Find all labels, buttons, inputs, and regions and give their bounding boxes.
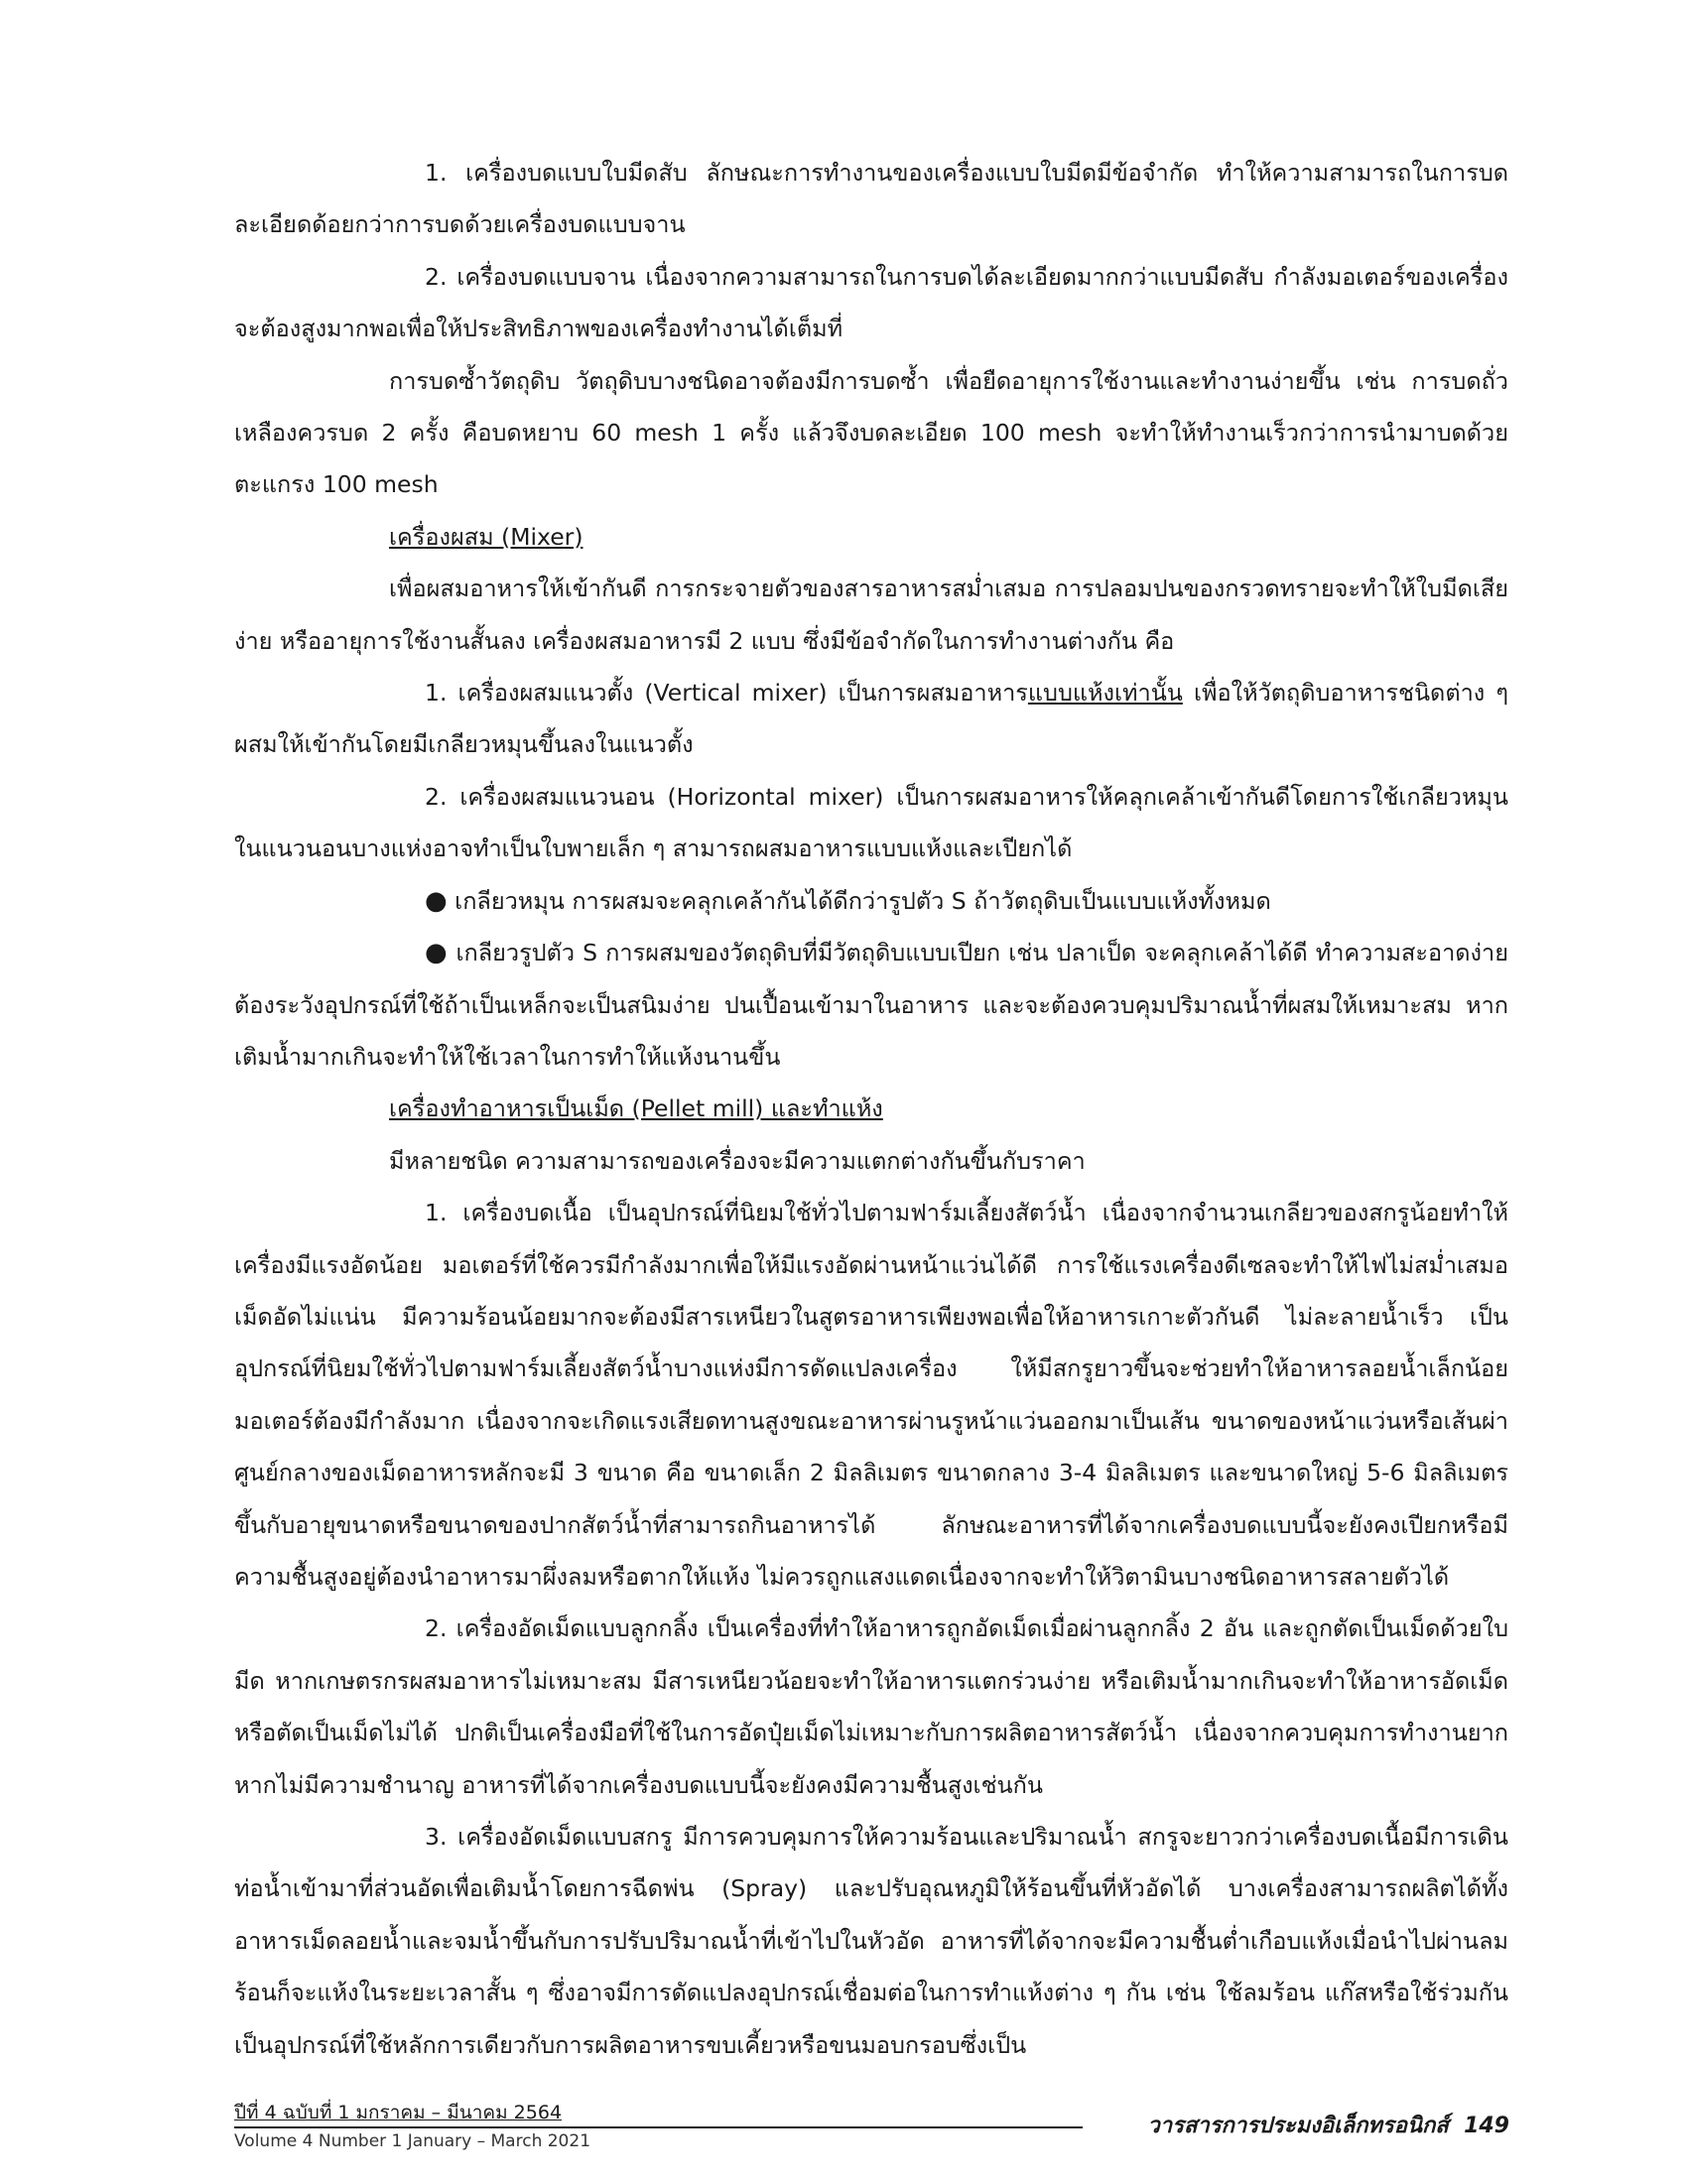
page-number: 149 [1464,2114,1509,2138]
bullet-s-shape [234,927,1508,1083]
paragraph-regrinding: การบดซ้ำวัตถุดิบ วัตถุดิบบางชนิดอาจต้องมีการบดซ้ำ เพื่อยืดอายุการใช้งานและทำงานง่ายขึ้น เช่น การบดถั่วเหลืองควรบด 2 ครั้ง คือบดหยาบ 60 mesh 1 ครั้ง แล้วจึงบดละเอียด 100 mesh จะทำให้ทำงานเร็วกว่าการนำมาบดด้วยตะแกรง 100 mesh [234,366,1508,499]
footer-volume-english: Volume 4 Number 1 January – March 2021 [234,2131,591,2151]
bullet-spiral [234,875,1508,927]
paragraph-blade-grinder: 1. เครื่องบดแบบใบมีดสับ ลักษณะการทำงานของเครื่องแบบใบมีดมีข้อจำกัด ทำให้ความสามารถในการบด ละเอียดด้อยกว่าการบดด้วยเครื่องบดแบบจาน [234,159,1508,239]
paragraph-roller-pellet: 2. เครื่องอัดเม็ดแบบลูกกลิ้ง เป็นเครื่องที่ทำให้อาหารถูกอัดเม็ดเมื่อผ่านลูกกลิ้ง 2 อัน และถูกตัดเป็นเม็ดด้วยใบมีด หากเกษตรกรผสมอาหารไม่เหมาะสม มีสารเหนียวน้อยจะทำให้อาหารแตกร่วนง่าย หรือเติมน้ำมากเกินจะทำให้อาหารอัดเม็ดหรือตัดเป็นเม็ดไม่ได้ ปกติเป็นเครื่องมือที่ใช้ในการอัดปุ๋ยเม็ดไม่เหมาะกับการผลิตอาหารสัตว์น้ำ เนื่องจากควบคุมการทำงานยากหากไม่มีความชำนาญ อาหารที่ได้จากเครื่องบดแบบนี้จะยังคงมีความชื้นสูงเช่นกัน [234,1614,1508,1799]
journal-title: วารสารการประมงอิเล็กทรอนิกส์ [1147,2114,1449,2138]
paragraph-meat-grinder: 1. เครื่องบดเนื้อ เป็นอุปกรณ์ที่นิยมใช้ทั่วไปตามฟาร์มเลี้ยงสัตว์น้ำ เนื่องจากจำนวนเกลียวของสกรูน้อยทำให้เครื่องมีแรงอัดน้อย มอเตอร์ที่ใช้ควรมีกำลังมากเพื่อให้มีแรงอัดผ่านหน้าแว่นได้ดี การใช้แรงเครื่องดีเซลจะทำให้ไฟไม่สม่ำเสมอเม็ดอัดไม่แน่น มีความร้อนน้อยมากจะต้องมีสารเหนียวในสูตรอาหารเพียงพอเพื่อให้อาหารเกาะตัวกันดี ไม่ละลายน้ำเร็ว เป็นอุปกรณ์ที่นิยมใช้ทั่วไปตามฟาร์มเลี้ยงสัตว์น้ำบางแห่งมีการดัดแปลงเครื่อง ให้มีสกรูยาวขึ้นจะช่วยทำให้อาหารลอยน้ำเล็กน้อยมอเตอร์ต้องมีกำลังมาก เนื่องจากจะเกิดแรงเสียดทานสูงขณะอาหารผ่านรูหน้าแว่นออกมาเป็นเส้น ขนาดของหน้าแว่นหรือเส้นผ่าศูนย์กลางของเม็ดอาหารหลักจะมี 3 ขนาด คือ ขนาดเล็ก 2 มิลลิเมตร ขนาดกลาง 3-4 มิลลิเมตร และขนาดใหญ่ 5-6 มิลลิเมตร ขึ้นกับอายุขนาดหรือขนาดของปากสัตว์น้ำที่สามารถกินอาหารได้ ลักษณะอาหารที่ได้จากเครื่องบดแบบนี้จะยังคงเปียกหรือมีความชื้นสูงอยู่ต้องนำอาหารมาผึ่งลมหรือตากให้แห้ง ไม่ควรถูกแสงแดดเนื่องจากจะทำให้วิตามินบางชนิดอาหารสลายตัวได้ [234,1199,1508,1591]
bullet-icon: ● [425,938,449,968]
heading-pellet-mill: เครื่องทำอาหารเป็นเม็ด (Pellet mill) และทำแห้ง [389,1094,883,1123]
footer-divider [234,2126,1083,2128]
paragraph-disc-grinder: 2. เครื่องบดแบบจาน เนื่องจากความสามารถในการบดได้ละเอียดมากกว่าแบบมีดสับ กำลังมอเตอร์ของเครื่องจะต้องสูงมากพอเพื่อให้ประสิทธิภาพของเครื่องทำงานได้เต็มที่ [234,262,1508,343]
paragraph-pellet-intro: มีหลายชนิด ความสามารถของเครื่องจะมีความแตกต่างกันขึ้นกับราคา [389,1146,1086,1175]
vertical-mixer-dry-only: แบบแห้งเท่านั้น [1027,679,1183,707]
vertical-mixer-text-a: 1. เครื่องผสมแนวตั้ง (Vertical mixer) เป็นการผสมอาหาร [425,679,1028,707]
paragraph-vertical-mixer [234,667,1508,771]
paragraph-mixer-intro: เพื่อผสมอาหารให้เข้ากันดี การกระจายตัวของสารอาหารสม่ำเสมอ การปลอมปนของกรวดทรายจะทำให้ใบมีดเสียง่าย หรืออายุการใช้งานสั้นลง เครื่องผสมอาหารมี 2 แบบ ซึ่งมีข้อจำกัดในการทำงานต่างกัน คือ [234,575,1508,655]
bullet-s-shape-text: เกลียวรูปตัว S การผสมของวัตถุดิบที่มีวัตถุดิบแบบเปียก เช่น ปลาเป็ด จะคลุกเคล้าได้ดี ทำความสะอาดง่าย ต้องระวังอุปกรณ์ที่ใช้ถ้าเป็นเหล็กจะเป็นสนิมง่าย ปนเปื้อนเข้ามาในอาหาร และจะต้องควบคุมปริมาณน้ำที่ผสมให้เหมาะสม หากเติมน้ำมากเกินจะทำให้ใช้เวลาในการทำให้แห้งนานขึ้น [234,939,1508,1071]
paragraph-screw-pellet: 3. เครื่องอัดเม็ดแบบสกรู มีการควบคุมการให้ความร้อนและปริมาณน้ำ สกรูจะยาวกว่าเครื่องบดเนื้อมีการเดินท่อน้ำเข้ามาที่ส่วนอัดเพื่อเติมน้ำโดยการฉีดพ่น (Spray) และปรับอุณหภูมิให้ร้อนขึ้นที่หัวอัดได้ บางเครื่องสามารถผลิตได้ทั้งอาหารเม็ดลอยน้ำและจมน้ำขึ้นกับการปรับปริมาณน้ำที่เข้าไปในหัวอัด อาหารที่ได้จากจะมีความชื้นต่ำเกือบแห้งเมื่อนำไปผ่านลมร้อนก็จะแห้งในระยะเวลาสั้น ๆ ซึ่งอาจมีการดัดแปลงอุปกรณ์เชื่อมต่อในการทำแห้งต่าง ๆ กัน เช่น ใช้ลมร้อน แก๊สหรือใช้ร่วมกัน เป็นอุปกรณ์ที่ใช้หลักการเดียวกับการผลิตอาหารขบเคี้ยวหรือขนมอบกรอบซึ่งเป็น [234,1823,1508,2059]
vertical-mixer-text-b: เพื่อให้วัตถุดิบอาหารชนิดต่าง ๆ ผสมให้เข้ากันโดยมีเกลียวหมุนขึ้นลงในแนวตั้ง [234,679,1508,759]
heading-mixer: เครื่องผสม (Mixer) [389,522,584,551]
body-text [234,147,1508,2071]
footer-issue-thai: ปีที่ 4 ฉบับที่ 1 มกราคม – มีนาคม 2564 [234,2102,563,2123]
bullet-icon: ● [425,885,448,916]
paragraph-horizontal-mixer: 2. เครื่องผสมแนวนอน (Horizontal mixer) เป็นการผสมอาหารให้คลุกเคล้าเข้ากันดีโดยการใช้เกลียวหมุนในแนวนอนบางแห่งอาจทำเป็นใบพายเล็ก ๆ สามารถผสมอาหารแบบแห้งและเปียกได้ [234,782,1508,863]
footer-journal [1147,2108,1509,2142]
bullet-spiral-text: เกลียวหมุน การผสมจะคลุกเคล้ากันได้ดีกว่ารูปตัว S ถ้าวัตถุดิบเป็นแบบแห้งทั้งหมด [454,886,1271,915]
